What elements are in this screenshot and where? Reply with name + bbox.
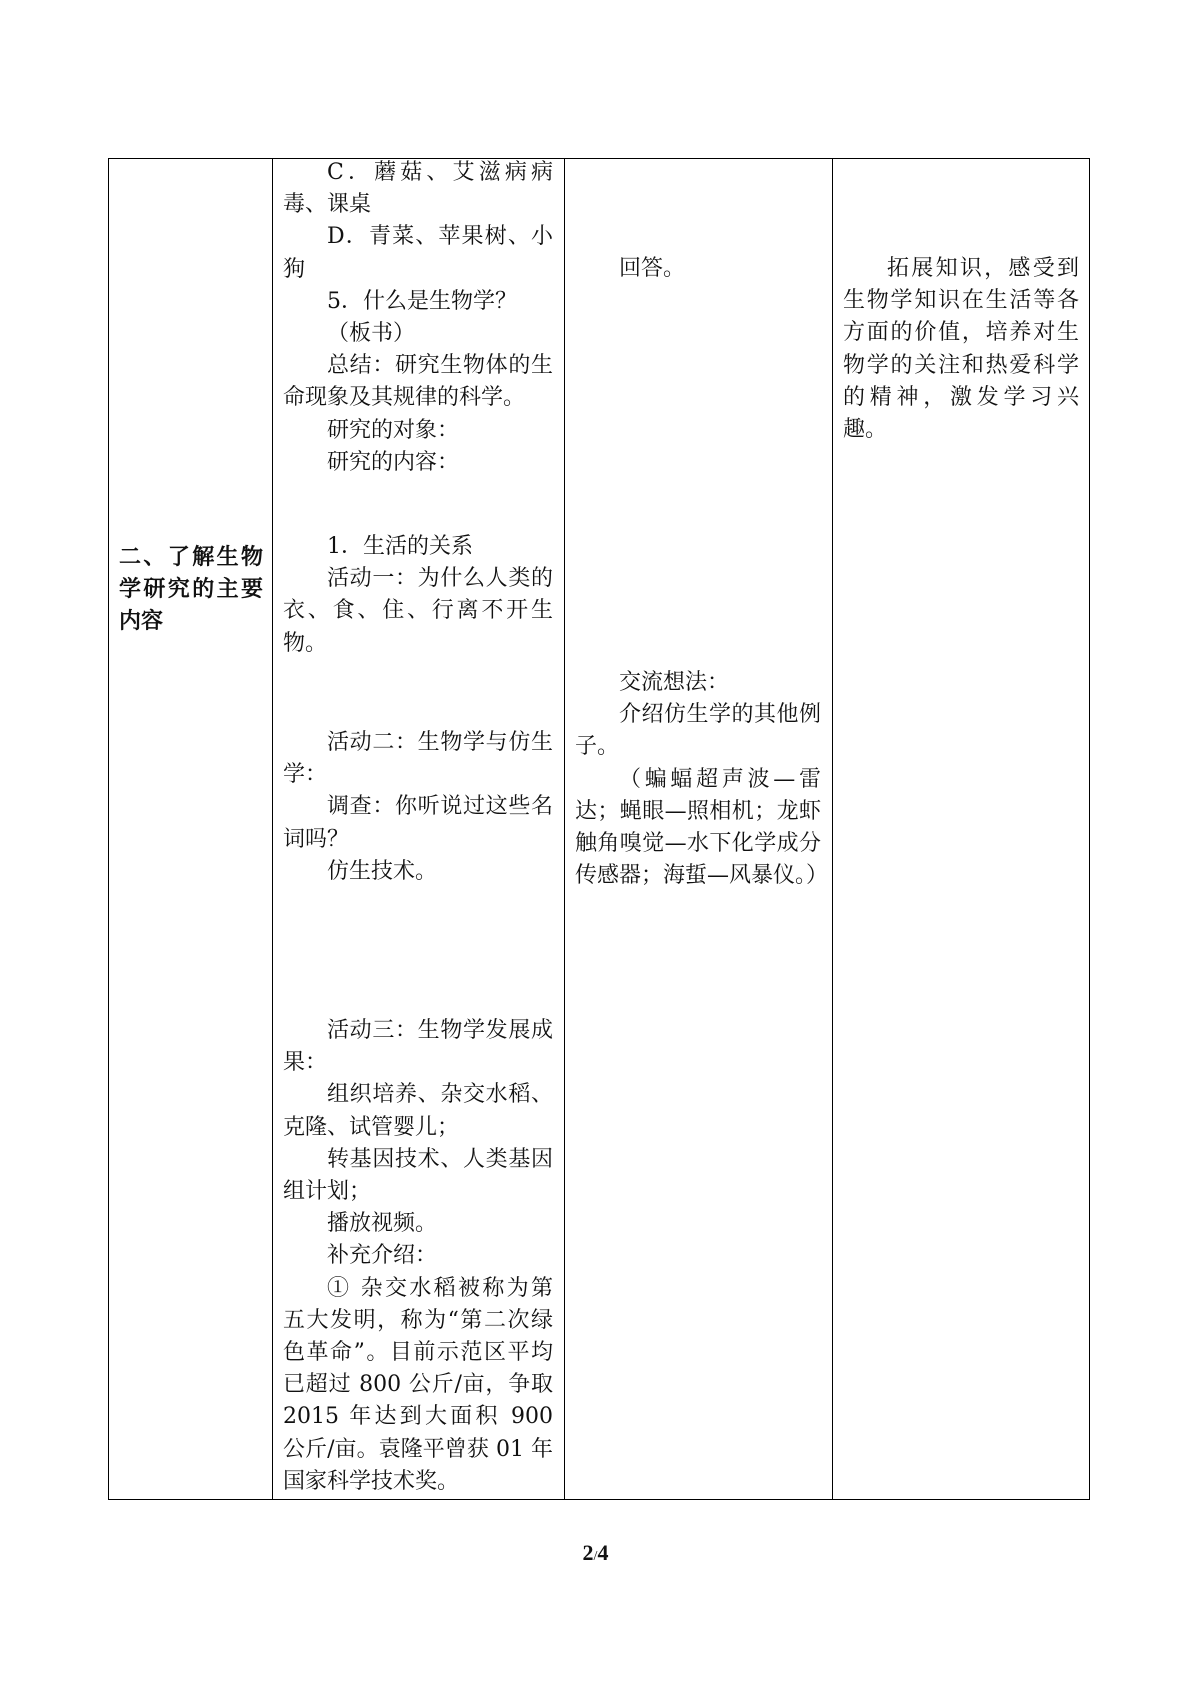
life-relation: 1．生活的关系 <box>327 534 473 559</box>
achievements-1: 组织培养、杂交水稻、克隆、试管婴儿； <box>283 1082 553 1140</box>
current-page: 2 <box>582 1540 594 1565</box>
student-exchange-block <box>575 667 829 892</box>
research-object: 研究的对象： <box>327 417 460 443</box>
bionics-examples-intro: 介绍仿生学的其他例子。 <box>575 702 821 760</box>
page-separator: / <box>593 1549 598 1564</box>
research-content: 研究的内容： <box>327 449 460 475</box>
activity-two: 活动二：生物学与仿生学： <box>283 730 553 788</box>
option-c: C．蘑菇、艾滋病病毒、课桌 <box>283 160 553 218</box>
achievements-2: 转基因技术、人类基因组计划； <box>283 1146 553 1205</box>
blackboard-note: （板书） <box>327 321 416 347</box>
design-intent-cell <box>833 159 1090 1500</box>
page-number <box>0 1540 1191 1566</box>
lesson-plan-table <box>108 158 1090 1500</box>
supplement-label: 补充介绍： <box>327 1243 438 1269</box>
question-5: 5．什么是生物学？ <box>327 288 517 314</box>
bionics-examples: （蝙蝠超声波—雷达；蝇眼—照相机；龙虾触角嗅觉—水下化学成分传感器；海蜇—风暴仪。） <box>575 766 829 889</box>
teacher-block-1 <box>283 157 553 479</box>
section-cell <box>109 159 273 1500</box>
section-title: 二、了解生物学研究的主要内容 <box>119 544 263 635</box>
play-video: 播放视频。 <box>327 1211 438 1237</box>
summary-text: 总结：研究生物体的生命现象及其规律的科学。 <box>283 353 553 411</box>
survey-question: 调查：你听说过这些名词吗？ <box>283 794 553 852</box>
total-pages: 4 <box>597 1540 609 1565</box>
design-intent-text: 拓展知识，感受到生物学知识在生活等各方面的价值，培养对生物学的关注和热爱科学的精神，激发学习兴趣。 <box>843 256 1079 443</box>
design-intent-block <box>843 253 1079 446</box>
teacher-block-3 <box>283 727 553 888</box>
student-answer: 回答。 <box>619 256 686 281</box>
activity-one: 活动一：为什么人类的衣、食、住、行离不开生物。 <box>283 566 553 656</box>
student-answer-block <box>575 253 821 285</box>
bionic-tech: 仿生技术。 <box>327 858 438 884</box>
student-activity-cell <box>565 159 833 1500</box>
option-d: D．青菜、苹果树、小狗 <box>283 224 553 282</box>
table-row <box>109 159 1090 1500</box>
teacher-block-4 <box>283 1015 553 1498</box>
exchange-label: 交流想法： <box>619 670 730 695</box>
teacher-block-2 <box>283 531 553 660</box>
hybrid-rice-note: ① 杂交水稻被称为第五大发明，称为“第二次绿色革命”。目前示范区平均已超过 800 公斤/亩，争取 2015 年达到大面积 900 公斤/亩。袁隆平曾获 01 年国家科学技术奖。 <box>283 1275 553 1494</box>
teacher-activity-cell <box>273 159 565 1500</box>
activity-three: 活动三：生物学发展成果： <box>283 1018 553 1076</box>
